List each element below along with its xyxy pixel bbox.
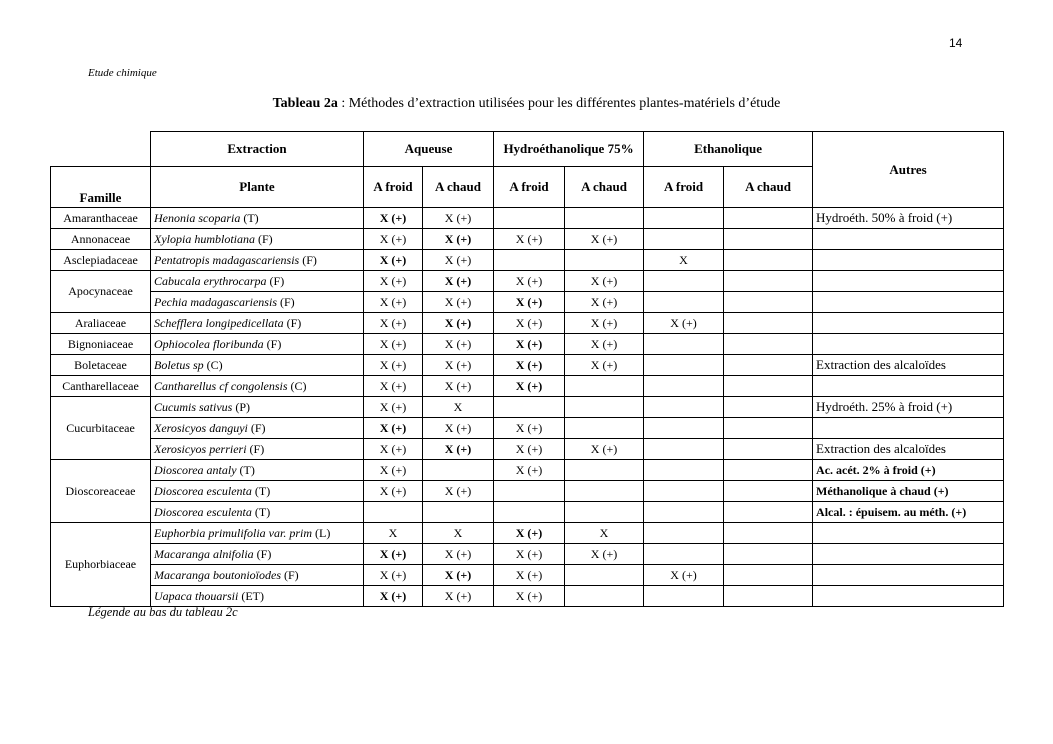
plant-cell [151,544,364,565]
plant-organ: (F) [255,231,273,246]
plant-cell [151,208,364,229]
result-cell [724,250,813,271]
plant-name: Cucumis sativus [154,399,233,414]
plant-cell [151,460,364,481]
table-row [51,481,1004,502]
result-cell: X (+) [423,313,494,334]
result-cell [724,397,813,418]
family-cell: Araliaceae [51,313,151,334]
result-cell [724,460,813,481]
plant-name: Dioscorea esculenta [154,483,252,498]
result-cell [644,418,724,439]
result-cell: X (+) [364,334,423,355]
result-cell: X (+) [494,376,565,397]
result-cell: X (+) [494,271,565,292]
result-cell [724,334,813,355]
result-cell [724,544,813,565]
result-cell: X (+) [423,544,494,565]
plant-cell [151,355,364,376]
result-cell [724,586,813,607]
table-row [51,502,1004,523]
plant-name: Pentatropis madagascariensis [154,252,300,267]
table-row [51,250,1004,271]
result-cell: X (+) [423,418,494,439]
result-cell: X (+) [423,355,494,376]
plant-name: Uapaca thouarsii [154,588,239,603]
header-aqueuse-chaud: A chaud [423,167,494,208]
family-cell: Apocynaceae [51,271,151,313]
plant-name: Cantharellus cf congolensis [154,378,288,393]
header-hydroethanolique: Hydroéthanolique 75% [494,132,644,167]
table-row [51,355,1004,376]
result-cell [724,271,813,292]
result-cell: X (+) [494,229,565,250]
autres-cell [813,376,1004,397]
result-cell [644,544,724,565]
result-cell [724,523,813,544]
result-cell: X (+) [364,586,423,607]
plant-cell [151,271,364,292]
result-cell: X (+) [423,208,494,229]
table-row [51,292,1004,313]
result-cell: X (+) [423,439,494,460]
plant-cell [151,397,364,418]
autres-cell [813,544,1004,565]
autres-cell [813,271,1004,292]
result-cell [724,418,813,439]
result-cell: X (+) [494,586,565,607]
family-cell: Cantharellaceae [51,376,151,397]
result-cell: X (+) [423,271,494,292]
plant-name: Dioscorea esculenta [154,504,252,519]
family-cell: Annonaceae [51,229,151,250]
result-cell: X (+) [364,313,423,334]
family-cell: Bignoniaceae [51,334,151,355]
result-cell [724,439,813,460]
family-cell: Asclepiadaceae [51,250,151,271]
plant-name: Henonia scoparia [154,210,241,225]
result-cell [565,481,644,502]
table-row [51,544,1004,565]
plant-organ: (C) [287,378,307,393]
header-aqueuse-froid: A froid [364,167,423,208]
autres-cell [813,418,1004,439]
result-cell [724,565,813,586]
plant-organ: (T) [240,210,259,225]
result-cell [644,229,724,250]
result-cell [644,460,724,481]
header-famille: Famille [51,167,151,208]
result-cell: X (+) [494,355,565,376]
autres-cell [813,565,1004,586]
autres-cell: Hydroéth. 25% à froid (+) [813,397,1004,418]
plant-cell [151,586,364,607]
autres-cell [813,586,1004,607]
autres-cell [813,292,1004,313]
plant-cell [151,292,364,313]
result-cell: X (+) [364,208,423,229]
result-cell: X (+) [364,460,423,481]
autres-cell [813,229,1004,250]
result-cell [724,376,813,397]
result-cell: X (+) [565,544,644,565]
plant-name: Xerosicyos danguyi [154,420,248,435]
result-cell: X (+) [364,229,423,250]
plant-organ: (T) [251,483,271,498]
plant-organ: (F) [246,441,265,456]
result-cell: X (+) [565,334,644,355]
result-cell [423,460,494,481]
result-cell: X (+) [565,292,644,313]
result-cell [494,481,565,502]
result-cell [644,376,724,397]
table-row [51,229,1004,250]
result-cell: X (+) [494,460,565,481]
table-row [51,208,1004,229]
family-cell: Amaranthaceae [51,208,151,229]
autres-cell: Extraction des alcaloïdes [813,439,1004,460]
table-row [51,418,1004,439]
plant-organ: (F) [276,294,295,309]
result-cell: X [644,250,724,271]
result-cell: X (+) [565,355,644,376]
result-cell: X (+) [565,271,644,292]
result-cell [565,376,644,397]
result-cell [565,418,644,439]
result-cell: X (+) [423,292,494,313]
plant-name: Schefflera longipedicellata [154,315,284,330]
autres-cell: Alcal. : épuisem. au méth. (+) [813,502,1004,523]
header-extraction: Extraction [151,132,364,167]
result-cell: X (+) [644,313,724,334]
result-cell [565,250,644,271]
result-cell [565,460,644,481]
autres-cell: Ac. acét. 2% à froid (+) [813,460,1004,481]
plant-name: Boletus sp [154,357,204,372]
header-aqueuse: Aqueuse [364,132,494,167]
autres-cell: Hydroéth. 50% à froid (+) [813,208,1004,229]
header-ethanolique: Ethanolique [644,132,813,167]
autres-cell [813,523,1004,544]
result-cell: X (+) [364,376,423,397]
header-ethanol-chaud: A chaud [724,167,813,208]
result-cell: X (+) [423,376,494,397]
plant-organ: (C) [203,357,223,372]
result-cell: X (+) [364,250,423,271]
legend-note: Légende au bas du tableau 2c [88,605,238,619]
table-row [51,334,1004,355]
plant-organ: (ET) [238,588,264,603]
plant-cell [151,502,364,523]
plant-name: Pechia madagascariensis [154,294,277,309]
autres-cell: Méthanolique à chaud (+) [813,481,1004,502]
result-cell [724,481,813,502]
result-cell [364,502,423,523]
table-row [51,565,1004,586]
blank-corner [51,132,151,167]
result-cell: X (+) [565,313,644,334]
extraction-table [50,131,1004,607]
table-row [51,523,1004,544]
result-cell [724,292,813,313]
result-cell: X (+) [494,292,565,313]
header-ethanol-froid: A froid [644,167,724,208]
plant-organ: (T) [251,504,271,519]
plant-organ: (P) [232,399,251,414]
result-cell [494,250,565,271]
plant-organ: (L) [312,525,331,540]
result-cell [494,502,565,523]
header-hydro-froid: A froid [494,167,565,208]
result-cell [644,334,724,355]
header-plante: Plante [151,167,364,208]
result-cell [724,355,813,376]
plant-name: Ophiocolea floribunda [154,336,264,351]
result-cell: X (+) [364,292,423,313]
plant-cell [151,229,364,250]
result-cell: X (+) [494,565,565,586]
plant-organ: (F) [266,273,285,288]
result-cell: X (+) [364,271,423,292]
result-cell [724,502,813,523]
plant-organ: (F) [263,336,282,351]
plant-cell [151,523,364,544]
plant-organ: (F) [299,252,317,267]
result-cell: X (+) [364,397,423,418]
result-cell: X (+) [364,418,423,439]
caption-label: Tableau 2a [272,96,338,111]
result-cell [494,397,565,418]
caption-text: : Méthodes d’extraction utilisées pour les différentes plantes-matériels d’étude [337,96,781,111]
result-cell: X (+) [494,313,565,334]
result-cell: X (+) [565,229,644,250]
result-cell [565,586,644,607]
result-cell: X [423,523,494,544]
result-cell: X (+) [423,586,494,607]
plant-cell [151,565,364,586]
plant-cell [151,481,364,502]
result-cell: X (+) [565,439,644,460]
result-cell [644,481,724,502]
result-cell: X [423,397,494,418]
family-cell: Euphorbiaceae [51,523,151,607]
result-cell: X (+) [364,565,423,586]
result-cell: X [364,523,423,544]
section-title: Etude chimique [88,67,157,79]
table-row [51,439,1004,460]
result-cell [724,229,813,250]
result-cell [644,397,724,418]
result-cell [644,355,724,376]
header-autres: Autres [813,132,1004,208]
result-cell [644,523,724,544]
page-number: 14 [949,36,963,50]
autres-cell [813,313,1004,334]
table-row [51,376,1004,397]
table-row [51,586,1004,607]
plant-name: Dioscorea antaly [154,462,237,477]
result-cell [565,397,644,418]
table-row [51,271,1004,292]
result-cell: X (+) [423,229,494,250]
autres-cell [813,250,1004,271]
result-cell: X (+) [364,481,423,502]
result-cell: X (+) [494,418,565,439]
header-hydro-chaud: A chaud [565,167,644,208]
plant-name: Macaranga alnifolia [154,546,254,561]
table-row [51,397,1004,418]
plant-name: Euphorbia primulifolia var. prim [154,525,313,540]
result-cell [644,502,724,523]
plant-cell [151,439,364,460]
autres-cell [813,334,1004,355]
result-cell [565,208,644,229]
result-cell [494,208,565,229]
table-row [51,460,1004,481]
family-cell: Dioscoreaceae [51,460,151,523]
result-cell: X [565,523,644,544]
result-cell: X (+) [364,355,423,376]
result-cell: X (+) [364,439,423,460]
autres-cell: Extraction des alcaloïdes [813,355,1004,376]
result-cell [423,502,494,523]
result-cell [724,208,813,229]
plant-cell [151,250,364,271]
result-cell: X (+) [644,565,724,586]
plant-cell [151,334,364,355]
plant-organ: (F) [283,315,302,330]
table-row [51,313,1004,334]
result-cell [565,565,644,586]
result-cell: X (+) [494,334,565,355]
plant-name: Cabucala erythrocarpa [154,273,267,288]
result-cell [644,439,724,460]
family-cell: Boletaceae [51,355,151,376]
result-cell [644,271,724,292]
plant-cell [151,376,364,397]
result-cell [724,313,813,334]
result-cell: X (+) [494,439,565,460]
result-cell: X (+) [494,523,565,544]
result-cell: X (+) [423,334,494,355]
family-cell: Cucurbitaceae [51,397,151,460]
plant-cell [151,418,364,439]
result-cell [644,208,724,229]
plant-cell [151,313,364,334]
plant-organ: (F) [281,567,299,582]
table-caption [0,96,1053,112]
plant-name: Macaranga boutonioïodes [154,567,281,582]
result-cell [644,292,724,313]
plant-organ: (T) [236,462,255,477]
plant-organ: (F) [247,420,266,435]
result-cell: X (+) [423,481,494,502]
result-cell: X (+) [423,250,494,271]
result-cell: X (+) [423,565,494,586]
plant-name: Xylopia humblotiana [154,231,255,246]
result-cell: X (+) [364,544,423,565]
plant-organ: (F) [253,546,272,561]
result-cell: X (+) [494,544,565,565]
plant-name: Xerosicyos perrieri [154,441,247,456]
result-cell [644,586,724,607]
result-cell [565,502,644,523]
